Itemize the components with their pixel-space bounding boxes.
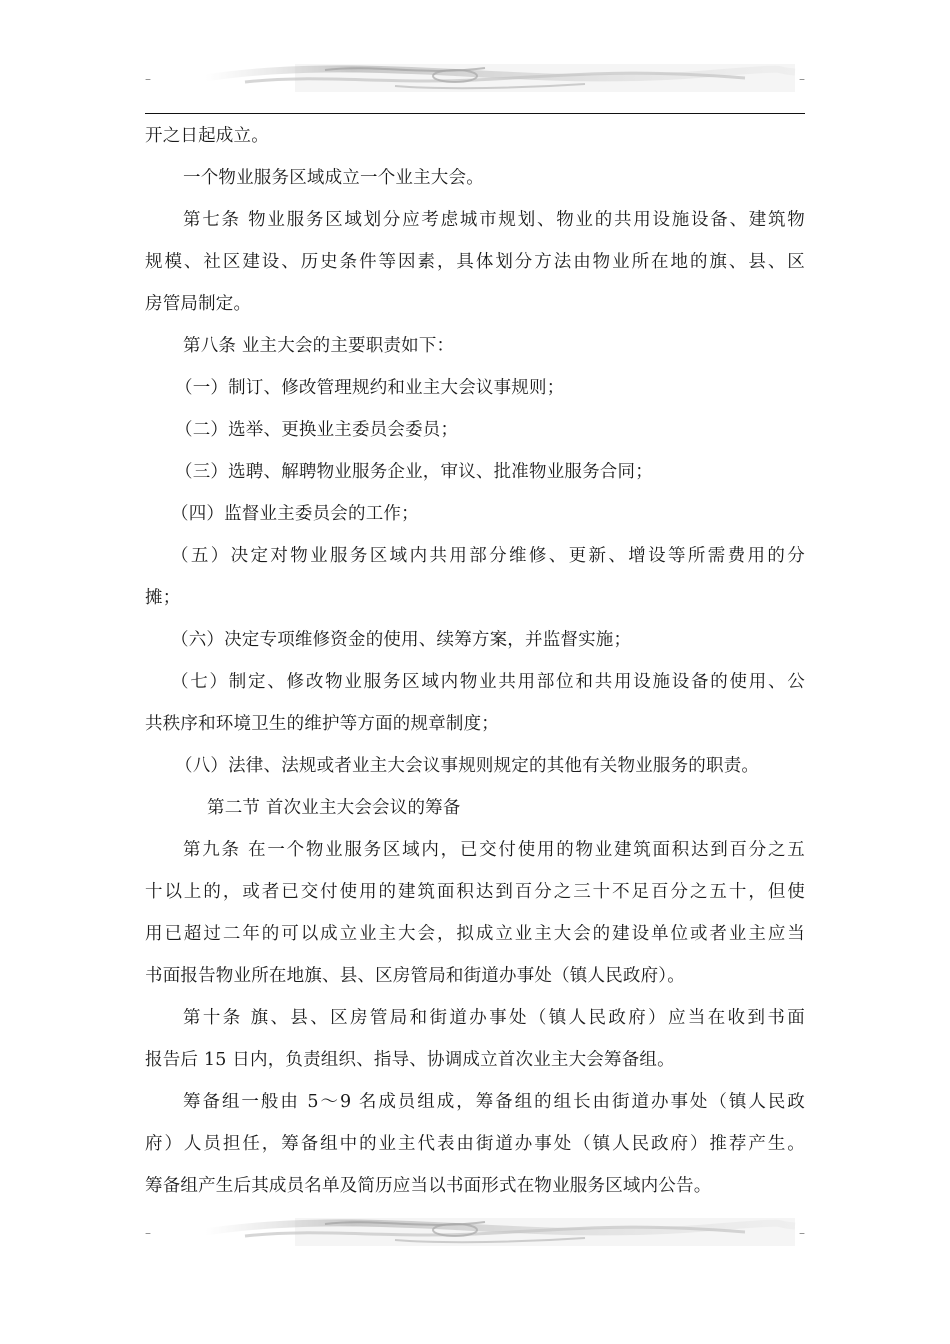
article-9-line: 第九条 在一个物业服务区域内，已交付使用的物业建筑面积达到百分之五 xyxy=(183,840,805,860)
brush-stroke-ornament xyxy=(145,60,805,94)
header-dash-right: – xyxy=(799,72,805,86)
list-item-1: （一）制订、修改管理规约和业主大会议事规则； xyxy=(175,378,565,398)
list-item-8: （八）法律、法规或者业主大会议事规则规定的其他有关物业服务的职责。 xyxy=(175,756,760,776)
section-heading: 第二节 首次业主大会会议的筹备 xyxy=(207,798,461,818)
text-line: 十以上的，或者已交付使用的建筑面积达到百分之三十不足百分之五十，但使 xyxy=(145,882,805,902)
header-dash-left: – xyxy=(145,72,151,86)
text-line: 筹备组产生后其成员名单及简历应当以书面形式在物业服务区域内公告。 xyxy=(145,1176,712,1196)
document-body xyxy=(145,115,805,1207)
text-line: 一个物业服务区域成立一个业主大会。 xyxy=(183,168,484,188)
text-line: 摊； xyxy=(145,588,181,608)
text-line: 共秩序和环境卫生的维护等方面的规章制度； xyxy=(145,714,499,734)
text-line: 规模、社区建设、历史条件等因素，具体划分方法由物业所在地的旗、县、区 xyxy=(145,252,805,272)
list-item-4: （四）监督业主委员会的工作； xyxy=(171,504,419,524)
list-item-2: （二）选举、更换业主委员会委员； xyxy=(175,420,459,440)
header-decoration xyxy=(145,60,805,94)
article-7-line: 第七条 物业服务区域划分应考虑城市规划、物业的共用设施设备、建筑物 xyxy=(183,210,805,230)
brush-stroke-ornament xyxy=(145,1214,805,1248)
text-line: 开之日起成立。 xyxy=(145,126,269,146)
article-10-line: 第十条 旗、县、区房管局和街道办事处（镇人民政府）应当在收到书面 xyxy=(183,1008,805,1028)
list-item-5: （五）决定对物业服务区域内共用部分维修、更新、增设等所需费用的分 xyxy=(171,546,805,566)
article-8-line: 第八条 业主大会的主要职责如下： xyxy=(183,336,455,356)
text-line: 报告后 15 日内，负责组织、指导、协调成立首次业主大会筹备组。 xyxy=(145,1050,675,1070)
header-rule xyxy=(145,113,805,114)
text-line: 府）人员担任，筹备组中的业主代表由街道办事处（镇人民政府）推荐产生。 xyxy=(145,1134,805,1154)
list-item-3: （三）选聘、解聘物业服务企业，审议、批准物业服务合同； xyxy=(175,462,653,482)
list-item-6: （六）决定专项维修资金的使用、续筹方案，并监督实施； xyxy=(171,630,632,650)
text-line: 书面报告物业所在地旗、县、区房管局和街道办事处（镇人民政府）。 xyxy=(145,966,685,986)
list-item-7: （七）制定、修改物业服务区域内物业共用部位和共用设施设备的使用、公 xyxy=(171,672,805,692)
text-line: 筹备组一般由 5～9 名成员组成，筹备组的组长由街道办事处（镇人民政 xyxy=(183,1092,805,1112)
footer-dash-left: – xyxy=(145,1226,151,1240)
text-line: 房管局制定。 xyxy=(145,294,252,314)
footer-decoration xyxy=(145,1214,805,1248)
text-line: 用已超过二年的可以成立业主大会，拟成立业主大会的建设单位或者业主应当 xyxy=(145,924,805,944)
footer-dash-right: – xyxy=(799,1226,805,1240)
